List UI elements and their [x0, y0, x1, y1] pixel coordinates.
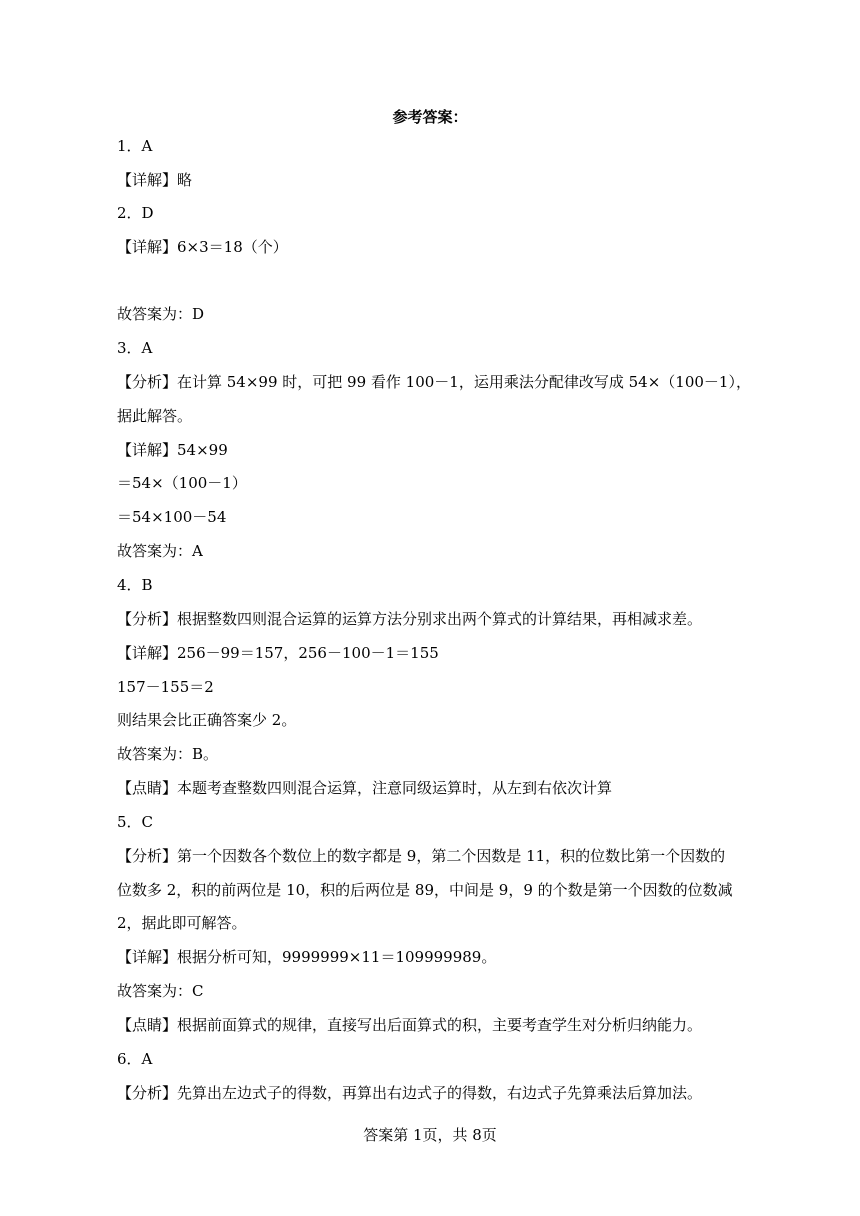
- answer-line: 5．C: [117, 813, 154, 831]
- answer-line: 【详解】6×3＝18（个）: [117, 238, 288, 256]
- answer-line: 故答案为：D: [117, 305, 205, 323]
- answer-line: 157－155＝2: [117, 678, 214, 696]
- answer-line: 6．A: [117, 1050, 153, 1068]
- answer-line: 2，据此即可解答。: [117, 914, 247, 932]
- answer-line: 【点睛】本题考查整数四则混合运算，注意同级运算时，从左到右依次计算: [117, 779, 613, 797]
- answer-line: 则结果会比正确答案少 2。: [117, 711, 297, 729]
- answer-line: 3．A: [117, 339, 153, 357]
- answer-line: 【点睛】根据前面算式的规律，直接写出后面算式的积，主要考查学生对分析归纳能力。: [117, 1016, 703, 1034]
- answer-line: 据此解答。: [117, 407, 193, 425]
- answer-line: 故答案为：C: [117, 982, 204, 1000]
- answer-line: 故答案为：B。: [117, 745, 219, 763]
- answer-line: 【分析】根据整数四则混合运算的运算方法分别求出两个算式的计算结果，再相减求差。: [117, 610, 703, 628]
- answer-line: 2．D: [117, 204, 154, 222]
- answer-line: ＝54×100－54: [117, 508, 227, 526]
- answer-line: 【详解】根据分析可知，9999999×11＝109999989。: [117, 948, 497, 966]
- answer-line: 【详解】256－99＝157，256－100－1＝155: [117, 644, 439, 662]
- answer-line: ＝54×（100－1）: [117, 474, 247, 492]
- answer-line: 【详解】略: [117, 171, 193, 189]
- answer-line: 位数多 2，积的前两位是 10，积的后两位是 89，中间是 9，9 的个数是第一个因数的位数减: [117, 881, 733, 899]
- answer-line: 故答案为：A: [117, 542, 203, 560]
- answer-line: 1．A: [117, 137, 153, 155]
- answer-line: 【详解】54×99: [117, 441, 228, 459]
- answer-line: 4．B: [117, 576, 153, 594]
- page-title: 参考答案：: [392, 108, 468, 126]
- answer-line: 【分析】第一个因数各个数位上的数字都是 9，第二个因数是 11，积的位数比第一个因数的: [117, 847, 726, 865]
- page-footer: 答案第 1页，共 8页: [363, 1126, 497, 1144]
- answer-line: 【分析】在计算 54×99 时，可把 99 看作 100－1，运用乘法分配律改写成 54×（100－1），: [117, 373, 751, 391]
- answer-line: 【分析】先算出左边式子的得数，再算出右边式子的得数，右边式子先算乘法后算加法。: [117, 1084, 703, 1102]
